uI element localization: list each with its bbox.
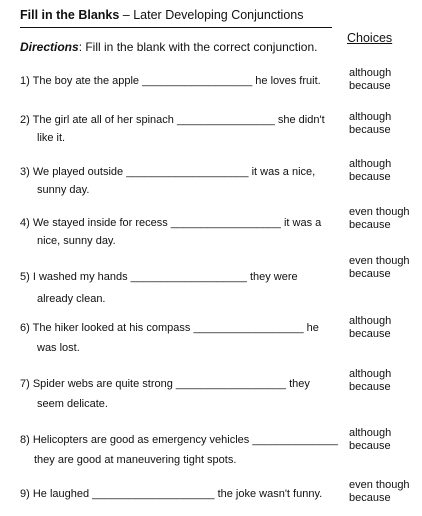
question-line-continued: they are good at maneuvering tight spots. (34, 454, 237, 466)
question-line-continued: nice, sunny day. (37, 235, 116, 247)
choices-5 (349, 255, 410, 280)
choice-option: although (349, 158, 392, 170)
choice-option: although (349, 111, 392, 123)
question-line: 3) We played outside ____________________ it was a nice, (20, 166, 316, 178)
question-line-continued: seem delicate. (37, 398, 108, 410)
choice-option: although (349, 315, 392, 327)
choices-2 (349, 111, 391, 136)
question-4 (20, 214, 321, 250)
question-6 (20, 318, 319, 358)
choice-option: because (349, 79, 391, 92)
question-8 (20, 430, 338, 470)
question-line: 4) We stayed inside for recess __________________ it was a (20, 217, 322, 229)
question-line-continued: was lost. (37, 342, 80, 354)
title-underline (20, 27, 332, 28)
question-1 (20, 73, 321, 89)
directions-text: : Fill in the blank with the correct conjunction. (78, 40, 318, 54)
choice-option: because (349, 327, 391, 340)
choice-option: although (349, 67, 392, 79)
question-line: 9) He laughed ____________________ the joke wasn't funny. (20, 488, 323, 500)
choices-1 (349, 67, 391, 92)
choice-option: even though (349, 479, 410, 491)
question-9 (20, 486, 322, 502)
choice-option: because (349, 380, 391, 393)
choice-option: although (349, 368, 392, 380)
question-line: 2) The girl ate all of her spinach ________________ she didn't (20, 114, 325, 126)
title-rest: – Later Developing Conjunctions (119, 8, 304, 22)
choice-option: because (349, 439, 391, 452)
directions-label: Directions (20, 40, 79, 54)
choices-7 (349, 368, 391, 393)
choices-4 (349, 206, 410, 231)
choices-6 (349, 315, 391, 340)
choices-heading: Choices (347, 31, 393, 45)
choices-8 (349, 427, 391, 452)
title-bold: Fill in the Blanks (20, 8, 120, 22)
question-line: 5) I washed my hands ___________________ they were (20, 271, 298, 283)
question-3 (20, 163, 315, 199)
question-line: 6) The hiker looked at his compass __________________ he (20, 322, 319, 334)
question-line: 1) The boy ate the apple __________________ he loves fruit. (20, 75, 321, 87)
choice-option: because (349, 218, 391, 231)
directions (20, 40, 317, 54)
question-line-continued: sunny day. (37, 184, 90, 196)
choice-option: even though (349, 206, 410, 218)
question-line-continued: like it. (37, 132, 66, 144)
choice-option: even though (349, 255, 410, 267)
worksheet-title (20, 8, 303, 22)
question-line: 8) Helicopters are good as emergency vehicles ______________ (20, 434, 338, 446)
question-line: 7) Spider webs are quite strong __________________ they (20, 378, 310, 390)
choice-option: because (349, 491, 391, 504)
question-2 (20, 111, 325, 147)
choice-option: although (349, 427, 392, 439)
question-5 (20, 266, 298, 310)
choice-option: because (349, 123, 391, 136)
choices-9 (349, 479, 410, 504)
choice-option: because (349, 170, 391, 183)
question-7 (20, 374, 310, 414)
choice-option: because (349, 267, 391, 280)
question-line-continued: already clean. (37, 293, 106, 305)
choices-3 (349, 158, 391, 183)
